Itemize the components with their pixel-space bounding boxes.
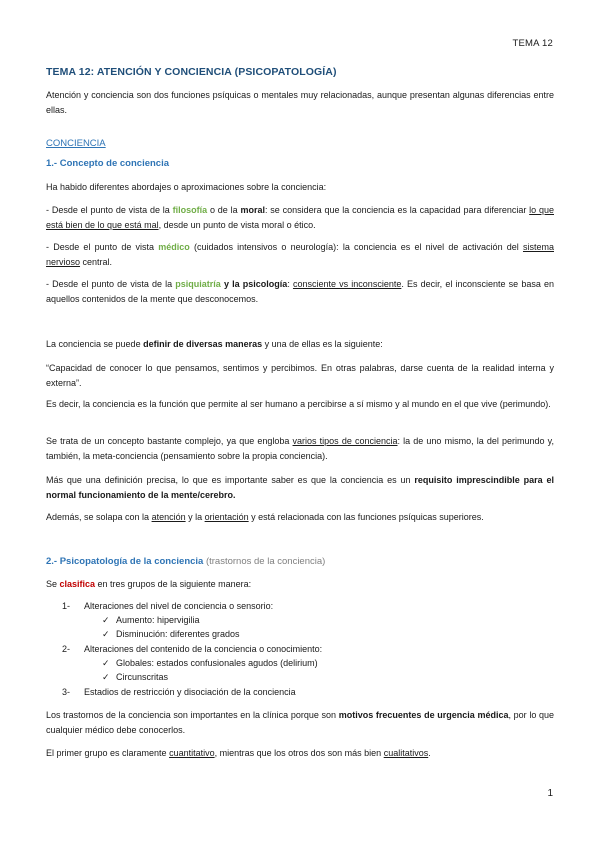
check-icon: ✓	[102, 672, 110, 682]
term-clasifica: clasifica	[59, 579, 96, 589]
subheading-psicopatologia: 2.- Psicopatología de la conciencia (trastornos de la conciencia)	[46, 556, 326, 567]
paragraph-requisito: Más que una definición precisa, lo que es importante saber es que la conciencia es un requisito imprescindible para el normal funcionamiento de la mente/cerebro.	[46, 475, 554, 500]
paragraph-medico: - Desde el punto de vista médico (cuidados intensivos o neurología): la conciencia es el nivel de activación del sistema nervioso central.	[46, 242, 554, 267]
paragraph-psiquiatria: - Desde el punto de vista de la psiquiatría y la psicología: consciente vs inconsciente. Es decir, el inconsciente se basa en aquellos contenidos de la mente que desconocemos.	[46, 279, 554, 304]
section-heading-conciencia: CONCIENCIA	[46, 138, 106, 149]
list-item-group-3: 3- Estadios de restricción y disociación de la conciencia	[62, 687, 296, 697]
term-medico: médico	[158, 242, 190, 252]
intro-paragraph: Atención y conciencia son dos funciones psíquicas o mentales muy relacionadas, aunque presentan algunas diferencias entre ellas.	[46, 90, 554, 115]
paragraph-filosofia: - Desde el punto de vista de la filosofía o de la moral: se considera que la conciencia es la capacidad para diferenciar lo que está bien de lo que está mal, desde un punto de vista moral o ético.	[46, 205, 554, 230]
term-moral: moral	[240, 205, 265, 215]
concepto-lead: Ha habido diferentes abordajes o aproximaciones sobre la conciencia:	[46, 182, 327, 192]
page-header-topic: TEMA 12	[512, 38, 553, 49]
list-item-group-1: 1- Alteraciones del nivel de conciencia o sensorio:	[62, 601, 274, 611]
check-icon: ✓	[102, 629, 110, 639]
paragraph-definicion-intro: La conciencia se puede definir de diversas maneras y una de ellas es la siguiente:	[46, 339, 383, 349]
document-title: TEMA 12: ATENCIÓN Y CONCIENCIA (PSICOPATOLOGÍA)	[46, 66, 337, 78]
list-subitem: ✓ Globales: estados confusionales agudos (delirium)	[102, 658, 318, 668]
definition-quote: “Capacidad de conocer lo que pensamos, sentimos y percibimos. En otras palabras, darse cuenta de la realidad interna y externa”.	[46, 363, 554, 388]
paragraph-tipos-conciencia: Se trata de un concepto bastante complejo, ya que engloba varios tipos de conciencia: la de uno mismo, la del perimundo y, también, la meta-conciencia (pensamiento sobre la propia conciencia).	[46, 436, 554, 461]
paragraph-solapamiento: Además, se solapa con la atención y la orientación y está relacionada con las funciones psíquicas superiores.	[46, 512, 484, 522]
subheading-concepto: 1.- Concepto de conciencia	[46, 158, 169, 169]
list-subitem: ✓ Disminución: diferentes grados	[102, 629, 240, 639]
list-subitem: ✓ Circunscritas	[102, 672, 169, 682]
page-number: 1	[547, 788, 553, 799]
psicopatologia-lead: Se clasifica en tres grupos de la siguiente manera:	[46, 579, 252, 589]
paragraph-cuantitativo: El primer grupo es claramente cuantitativo, mientras que los otros dos son más bien cualitativos.	[46, 748, 431, 758]
paragraph-urgencia: Los trastornos de la conciencia son importantes en la clínica porque son motivos frecuentes de urgencia médica, por lo que cualquier médico debe conocerlos.	[46, 710, 555, 735]
paragraph-perimundo: Es decir, la conciencia es la función que permite al ser humano a percibirse a sí mismo y al mundo en el que vive (perimundo).	[46, 399, 551, 409]
check-icon: ✓	[102, 658, 110, 668]
list-subitem: ✓ Aumento: hipervigilia	[102, 615, 200, 625]
term-psiquiatria: psiquiatría	[175, 279, 221, 289]
term-filosofia: filosofía	[172, 205, 208, 215]
check-icon: ✓	[102, 615, 110, 625]
term-psicologia: psicología	[242, 279, 288, 289]
list-item-group-2: 2- Alteraciones del contenido de la conciencia o conocimiento:	[62, 644, 323, 654]
